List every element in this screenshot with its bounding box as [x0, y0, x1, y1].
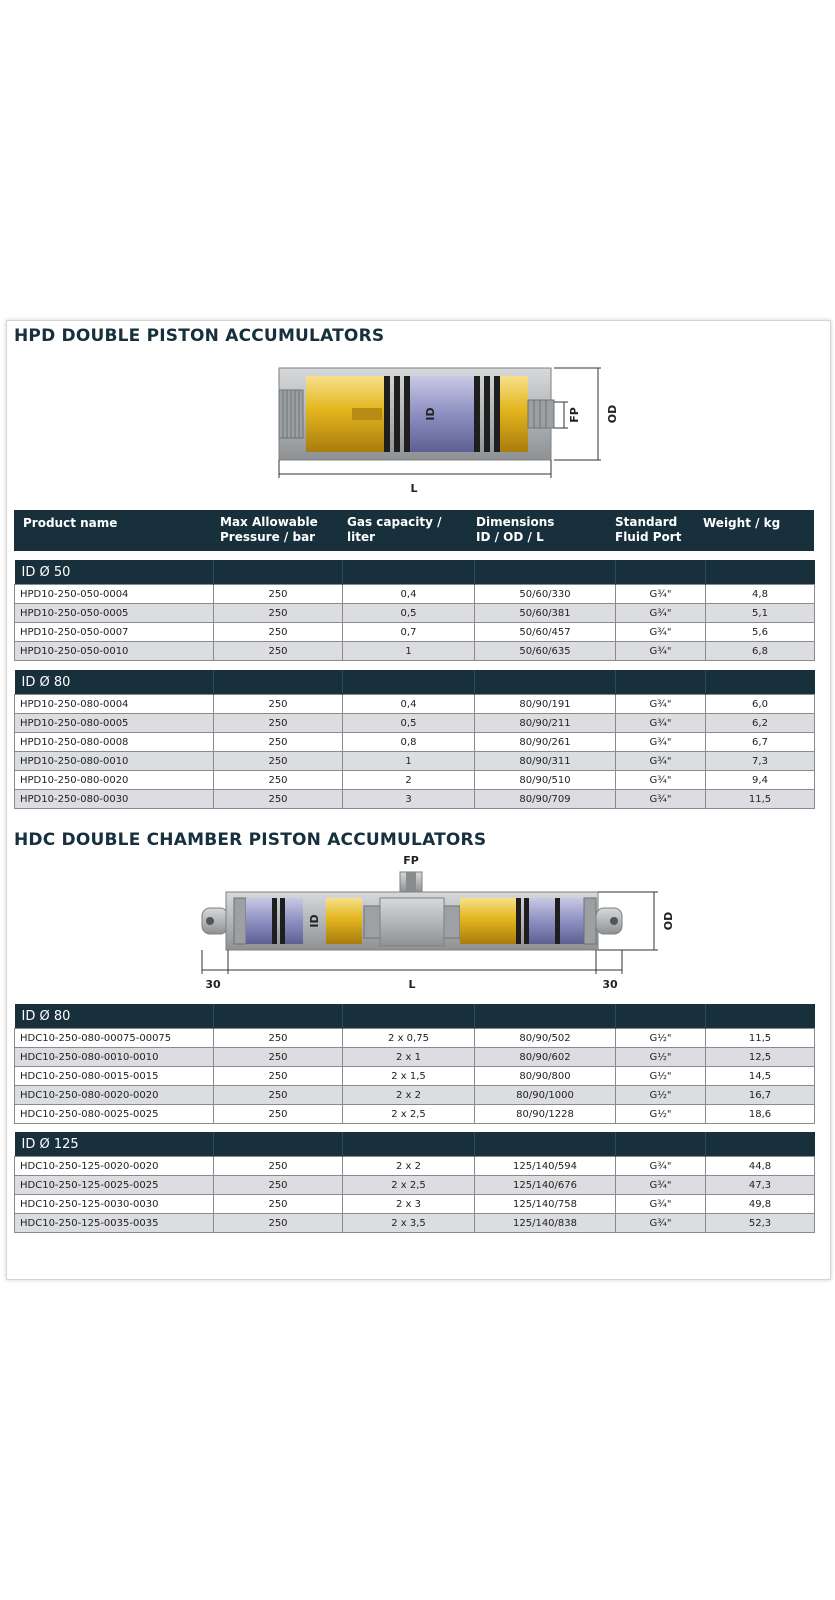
weight-cell: 4,8 [706, 585, 815, 604]
product-name-cell: HDC10-250-080-0015-0015 [15, 1067, 214, 1086]
fluid-port-cell: G¾" [616, 604, 706, 623]
pressure-cell: 250 [214, 695, 343, 714]
hdc-table-id80 [14, 1004, 815, 1124]
hdc-right-gas-chamber [460, 898, 516, 944]
product-name-cell: HPD10-250-080-0008 [15, 733, 214, 752]
product-name-cell: HPD10-250-080-0030 [15, 790, 214, 809]
gas-capacity-cell: 2 x 2,5 [343, 1176, 475, 1195]
hdc-right-end-cap [596, 908, 622, 934]
pressure-cell: 250 [214, 642, 343, 661]
hdc-left-dim-label: 30 [205, 978, 221, 991]
hdc-right-dim-label: 30 [602, 978, 618, 991]
product-name-cell: HDC10-250-125-0030-0030 [15, 1195, 214, 1214]
pressure-cell: 250 [214, 790, 343, 809]
hdc-right-piston [529, 898, 555, 944]
dimensions-cell: 50/60/381 [475, 604, 616, 623]
hpd-oil-chamber [500, 376, 528, 452]
gas-capacity-cell: 2 x 0,75 [343, 1029, 475, 1048]
dimensions-cell: 80/90/211 [475, 714, 616, 733]
fluid-port-cell: G¾" [616, 714, 706, 733]
weight-cell: 49,8 [706, 1195, 815, 1214]
dimensions-cell: 80/90/311 [475, 752, 616, 771]
product-name-cell: HDC10-250-080-0020-0020 [15, 1086, 214, 1105]
weight-cell: 6,7 [706, 733, 815, 752]
col-gas-capacity: Gas capacity / liter [347, 515, 442, 544]
hdc-od-label: OD [662, 911, 675, 931]
table-row [15, 1067, 815, 1086]
product-name-cell: HDC10-250-125-0020-0020 [15, 1157, 214, 1176]
gas-capacity-cell: 2 x 2 [343, 1086, 475, 1105]
fluid-port-cell: G¾" [616, 790, 706, 809]
col-pressure: Max Allowable Pressure / bar [220, 515, 318, 544]
product-name-cell: HPD10-250-050-0007 [15, 623, 214, 642]
fluid-port-cell: G½" [616, 1105, 706, 1124]
weight-cell: 6,2 [706, 714, 815, 733]
product-name-cell: HPD10-250-080-0010 [15, 752, 214, 771]
table-row [15, 1105, 815, 1124]
hpd-fp-label: FP [568, 407, 581, 423]
dimensions-cell: 125/140/594 [475, 1157, 616, 1176]
dimensions-cell: 125/140/838 [475, 1214, 616, 1233]
hpd-table-id50 [14, 560, 815, 661]
fluid-port-cell: G¾" [616, 752, 706, 771]
product-name-cell: HPD10-250-080-0020 [15, 771, 214, 790]
weight-cell: 44,8 [706, 1157, 815, 1176]
gas-capacity-cell: 0,4 [343, 585, 475, 604]
gas-capacity-cell: 0,5 [343, 714, 475, 733]
pressure-cell: 250 [214, 1157, 343, 1176]
hpd-l-label: L [410, 482, 418, 495]
hdc-left-piston [285, 898, 303, 944]
fluid-port-cell: G¾" [616, 585, 706, 604]
weight-cell: 52,3 [706, 1214, 815, 1233]
pressure-cell: 250 [214, 604, 343, 623]
pressure-cell: 250 [214, 623, 343, 642]
dimensions-cell: 80/90/502 [475, 1029, 616, 1048]
table-row [15, 1157, 815, 1176]
hpd-id-label: ID [424, 407, 437, 421]
gas-capacity-cell: 2 x 3,5 [343, 1214, 475, 1233]
weight-cell: 18,6 [706, 1105, 815, 1124]
fluid-port-cell: G½" [616, 1029, 706, 1048]
hdc-left-gas-chamber [326, 898, 362, 944]
fluid-port-cell: G¾" [616, 733, 706, 752]
fluid-port-cell: G¾" [616, 1157, 706, 1176]
hdc-id-label: ID [308, 914, 321, 928]
weight-cell: 12,5 [706, 1048, 815, 1067]
dimensions-cell: 80/90/261 [475, 733, 616, 752]
table-row [15, 623, 815, 642]
dimensions-cell: 80/90/709 [475, 790, 616, 809]
fluid-port-cell: G¾" [616, 771, 706, 790]
gas-capacity-cell: 0,5 [343, 604, 475, 623]
pressure-cell: 250 [214, 1105, 343, 1124]
dimensions-cell: 50/60/330 [475, 585, 616, 604]
fluid-port-cell: G½" [616, 1067, 706, 1086]
product-name-cell: HPD10-250-080-0005 [15, 714, 214, 733]
pressure-cell: 250 [214, 752, 343, 771]
col-fluid-port: Standard Fluid Port [615, 515, 682, 544]
fluid-port-cell: G½" [616, 1048, 706, 1067]
weight-cell: 6,8 [706, 642, 815, 661]
pressure-cell: 250 [214, 1067, 343, 1086]
product-name-cell: HPD10-250-050-0004 [15, 585, 214, 604]
dimensions-cell: 80/90/1228 [475, 1105, 616, 1124]
product-name-cell: HPD10-250-050-0005 [15, 604, 214, 623]
weight-cell: 6,0 [706, 695, 815, 714]
dimensions-cell: 80/90/1000 [475, 1086, 616, 1105]
weight-cell: 11,5 [706, 1029, 815, 1048]
table-row [15, 585, 815, 604]
hdc-l-label: L [408, 978, 416, 991]
hpd-section-title: HPD DOUBLE PISTON ACCUMULATORS [14, 326, 385, 346]
hpd-table-header [14, 510, 814, 551]
table-row [15, 733, 815, 752]
table-row [15, 1048, 815, 1067]
product-name-cell: HPD10-250-050-0010 [15, 642, 214, 661]
hdc-section-title: HDC DOUBLE CHAMBER PISTON ACCUMULATORS [14, 830, 487, 850]
fluid-port-cell: G¾" [616, 1176, 706, 1195]
dimensions-cell: 80/90/602 [475, 1048, 616, 1067]
gas-capacity-cell: 3 [343, 790, 475, 809]
group-header-row [15, 1004, 815, 1029]
gas-capacity-cell: 0,8 [343, 733, 475, 752]
group-label: ID Ø 80 [15, 1004, 214, 1029]
pressure-cell: 250 [214, 585, 343, 604]
hdc-left-end-cap [202, 908, 228, 934]
table-row [15, 604, 815, 623]
dimensions-cell: 80/90/191 [475, 695, 616, 714]
group-header-row [15, 560, 815, 585]
hdc-fp-label: FP [403, 854, 419, 867]
product-name-cell: HDC10-250-080-00075-00075 [15, 1029, 214, 1048]
col-dimensions: Dimensions ID / OD / L [476, 515, 555, 544]
table-row [15, 714, 815, 733]
table-row [15, 1214, 815, 1233]
dimensions-cell: 50/60/635 [475, 642, 616, 661]
pressure-cell: 250 [214, 771, 343, 790]
pressure-cell: 250 [214, 1029, 343, 1048]
gas-capacity-cell: 2 x 2,5 [343, 1105, 475, 1124]
weight-cell: 11,5 [706, 790, 815, 809]
pressure-cell: 250 [214, 1195, 343, 1214]
weight-cell: 5,1 [706, 604, 815, 623]
weight-cell: 7,3 [706, 752, 815, 771]
fluid-port-cell: G¾" [616, 642, 706, 661]
weight-cell: 5,6 [706, 623, 815, 642]
dimensions-cell: 80/90/510 [475, 771, 616, 790]
table-row [15, 1195, 815, 1214]
pressure-cell: 250 [214, 733, 343, 752]
pressure-cell: 250 [214, 1086, 343, 1105]
gas-capacity-cell: 1 [343, 642, 475, 661]
group-label: ID Ø 50 [15, 560, 214, 585]
group-label: ID Ø 125 [15, 1132, 214, 1157]
weight-cell: 9,4 [706, 771, 815, 790]
fluid-port-cell: G½" [616, 1086, 706, 1105]
fluid-port-cell: G¾" [616, 695, 706, 714]
gas-capacity-cell: 2 x 2 [343, 1157, 475, 1176]
table-row [15, 1086, 815, 1105]
group-label: ID Ø 80 [15, 670, 214, 695]
weight-cell: 16,7 [706, 1086, 815, 1105]
product-name-cell: HPD10-250-080-0004 [15, 695, 214, 714]
product-name-cell: HDC10-250-125-0025-0025 [15, 1176, 214, 1195]
hpd-od-label: OD [606, 404, 619, 424]
pressure-cell: 250 [214, 1048, 343, 1067]
hdc-table-id125 [14, 1132, 815, 1233]
dimensions-cell: 50/60/457 [475, 623, 616, 642]
gas-capacity-cell: 2 [343, 771, 475, 790]
fluid-port-cell: G¾" [616, 623, 706, 642]
pressure-cell: 250 [214, 1176, 343, 1195]
hpd-accumulator-diagram [276, 362, 636, 498]
table-row [15, 771, 815, 790]
product-name-cell: HDC10-250-080-0025-0025 [15, 1105, 214, 1124]
hpd-fluid-port [528, 400, 554, 428]
table-row [15, 1029, 815, 1048]
gas-capacity-cell: 2 x 1,5 [343, 1067, 475, 1086]
table-row [15, 752, 815, 771]
gas-capacity-cell: 0,7 [343, 623, 475, 642]
gas-capacity-cell: 1 [343, 752, 475, 771]
dimensions-cell: 125/140/758 [475, 1195, 616, 1214]
gas-capacity-cell: 2 x 3 [343, 1195, 475, 1214]
hpd-gas-valve [352, 408, 382, 420]
table-row [15, 642, 815, 661]
gas-capacity-cell: 2 x 1 [343, 1048, 475, 1067]
gas-capacity-cell: 0,4 [343, 695, 475, 714]
fluid-port-cell: G¾" [616, 1195, 706, 1214]
dimensions-cell: 125/140/676 [475, 1176, 616, 1195]
hdc-accumulator-diagram [188, 850, 698, 996]
group-header-row [15, 1132, 815, 1157]
col-weight: Weight / kg [703, 516, 781, 530]
table-row [15, 695, 815, 714]
pressure-cell: 250 [214, 714, 343, 733]
weight-cell: 14,5 [706, 1067, 815, 1086]
hpd-table-id80 [14, 670, 815, 809]
pressure-cell: 250 [214, 1214, 343, 1233]
product-name-cell: HDC10-250-080-0010-0010 [15, 1048, 214, 1067]
weight-cell: 47,3 [706, 1176, 815, 1195]
table-row [15, 1176, 815, 1195]
col-product-name: Product name [23, 516, 118, 530]
fluid-port-cell: G¾" [616, 1214, 706, 1233]
dimensions-cell: 80/90/800 [475, 1067, 616, 1086]
table-row [15, 790, 815, 809]
product-name-cell: HDC10-250-125-0035-0035 [15, 1214, 214, 1233]
group-header-row [15, 670, 815, 695]
